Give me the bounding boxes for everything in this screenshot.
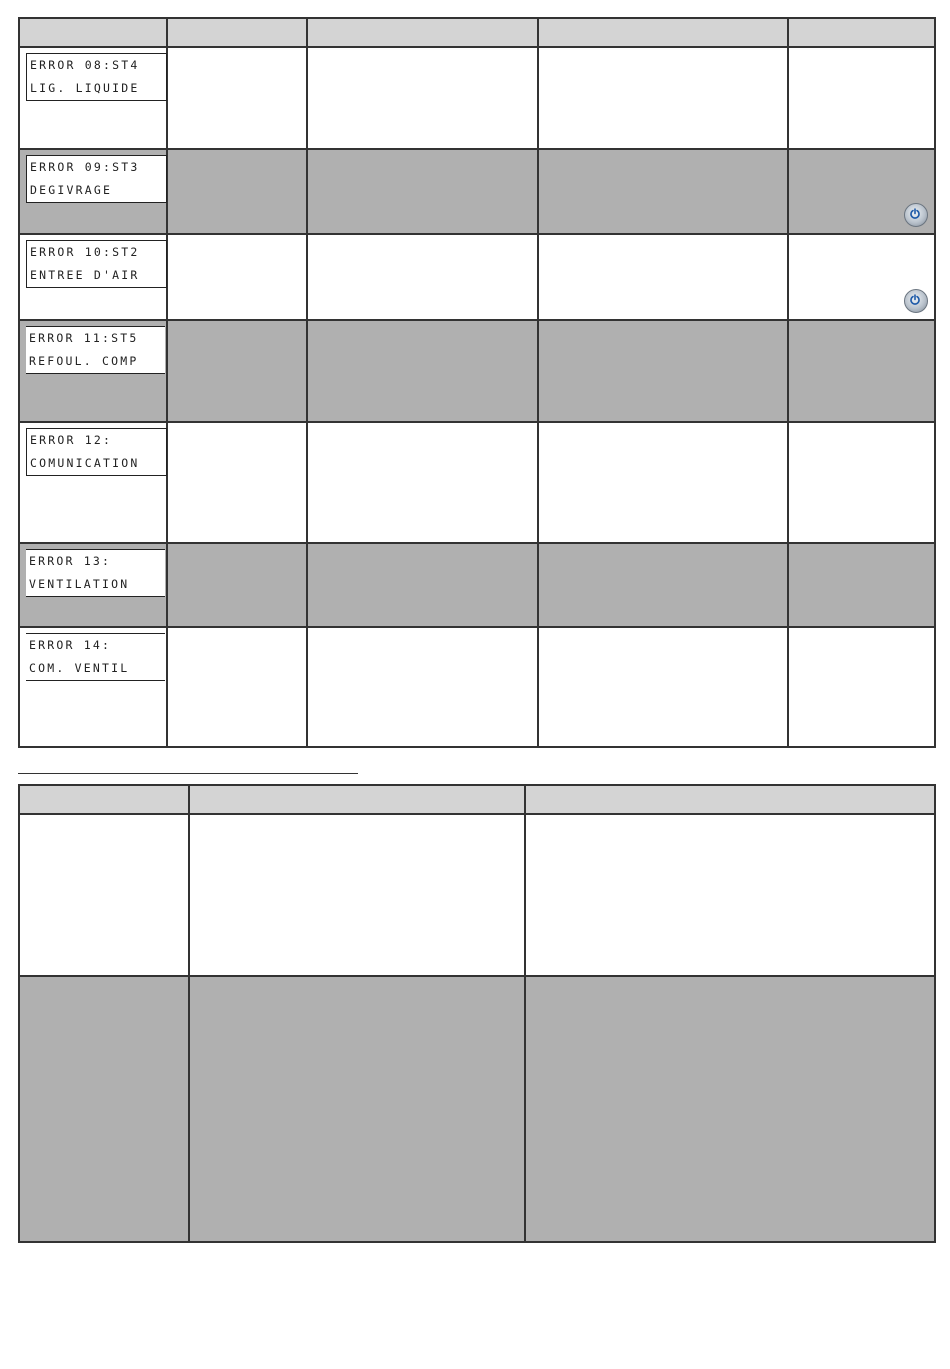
display-cell bbox=[19, 627, 167, 747]
section-divider bbox=[18, 773, 358, 774]
secondary-table bbox=[18, 784, 936, 1243]
lcd-line-2: LIG. LIQUIDE bbox=[30, 81, 140, 95]
lcd-display bbox=[26, 155, 167, 203]
header-cell bbox=[538, 18, 788, 47]
lcd-display bbox=[26, 428, 167, 476]
display-cell bbox=[19, 422, 167, 543]
lcd-line-1: ERROR 14: bbox=[29, 638, 112, 652]
lcd-display bbox=[26, 326, 165, 374]
error-codes-table bbox=[18, 17, 936, 748]
table-cell bbox=[307, 47, 538, 149]
table-cell bbox=[538, 320, 788, 422]
header-cell bbox=[307, 18, 538, 47]
table-cell bbox=[538, 422, 788, 543]
table-cell bbox=[788, 320, 935, 422]
table-cell bbox=[167, 543, 307, 627]
table-row bbox=[19, 234, 935, 320]
table-cell bbox=[167, 149, 307, 234]
display-cell bbox=[19, 234, 167, 320]
lcd-line-1: ERROR 09:ST3 bbox=[30, 160, 140, 174]
table-cell bbox=[788, 627, 935, 747]
table-cell bbox=[189, 976, 525, 1242]
display-cell bbox=[19, 320, 167, 422]
table-cell bbox=[538, 543, 788, 627]
lcd-line-2: COMUNICATION bbox=[30, 456, 140, 470]
lcd-line-2: COM. VENTIL bbox=[29, 661, 130, 675]
table-cell bbox=[538, 47, 788, 149]
header-cell bbox=[19, 785, 189, 814]
table-cell bbox=[788, 149, 935, 234]
lcd-line-1: ERROR 10:ST2 bbox=[30, 245, 140, 259]
table-cell bbox=[788, 47, 935, 149]
lcd-display bbox=[26, 53, 167, 101]
display-cell bbox=[19, 47, 167, 149]
table-cell bbox=[167, 422, 307, 543]
table-cell bbox=[538, 234, 788, 320]
table-cell bbox=[167, 47, 307, 149]
header-cell bbox=[189, 785, 525, 814]
table-cell bbox=[167, 627, 307, 747]
table-row bbox=[19, 814, 935, 976]
table-cell bbox=[19, 976, 189, 1242]
table-cell bbox=[788, 234, 935, 320]
table-cell bbox=[307, 234, 538, 320]
table-row bbox=[19, 976, 935, 1242]
lcd-line-2: VENTILATION bbox=[29, 577, 130, 591]
header-cell bbox=[19, 18, 167, 47]
table-cell bbox=[307, 320, 538, 422]
table-row bbox=[19, 47, 935, 149]
table-header-row bbox=[19, 18, 935, 47]
lcd-display bbox=[26, 549, 165, 597]
table-row bbox=[19, 543, 935, 627]
table-cell bbox=[538, 627, 788, 747]
table-cell bbox=[788, 543, 935, 627]
table-cell bbox=[167, 320, 307, 422]
table-row bbox=[19, 320, 935, 422]
lcd-line-2: REFOUL. COMP bbox=[29, 354, 139, 368]
lcd-line-1: ERROR 11:ST5 bbox=[29, 331, 139, 345]
table-row bbox=[19, 627, 935, 747]
display-cell bbox=[19, 543, 167, 627]
table-cell bbox=[189, 814, 525, 976]
power-button-icon bbox=[904, 203, 928, 227]
table-cell bbox=[538, 149, 788, 234]
table-cell bbox=[525, 976, 935, 1242]
lcd-line-2: ENTREE D'AIR bbox=[30, 268, 140, 282]
lcd-line-2: DEGIVRAGE bbox=[30, 183, 113, 197]
table-cell bbox=[19, 814, 189, 976]
display-cell bbox=[19, 149, 167, 234]
table-cell bbox=[167, 234, 307, 320]
table-cell bbox=[307, 149, 538, 234]
lcd-line-1: ERROR 12: bbox=[30, 433, 113, 447]
table-cell bbox=[307, 543, 538, 627]
lcd-display bbox=[26, 633, 165, 681]
table-cell bbox=[307, 627, 538, 747]
header-cell bbox=[167, 18, 307, 47]
table-header-row bbox=[19, 785, 935, 814]
header-cell bbox=[525, 785, 935, 814]
lcd-line-1: ERROR 13: bbox=[29, 554, 112, 568]
table-row bbox=[19, 149, 935, 234]
table-cell bbox=[307, 422, 538, 543]
table-row bbox=[19, 422, 935, 543]
lcd-display bbox=[26, 240, 167, 288]
table-cell bbox=[525, 814, 935, 976]
table-cell bbox=[788, 422, 935, 543]
power-button-icon bbox=[904, 289, 928, 313]
header-cell bbox=[788, 18, 935, 47]
lcd-line-1: ERROR 08:ST4 bbox=[30, 58, 140, 72]
